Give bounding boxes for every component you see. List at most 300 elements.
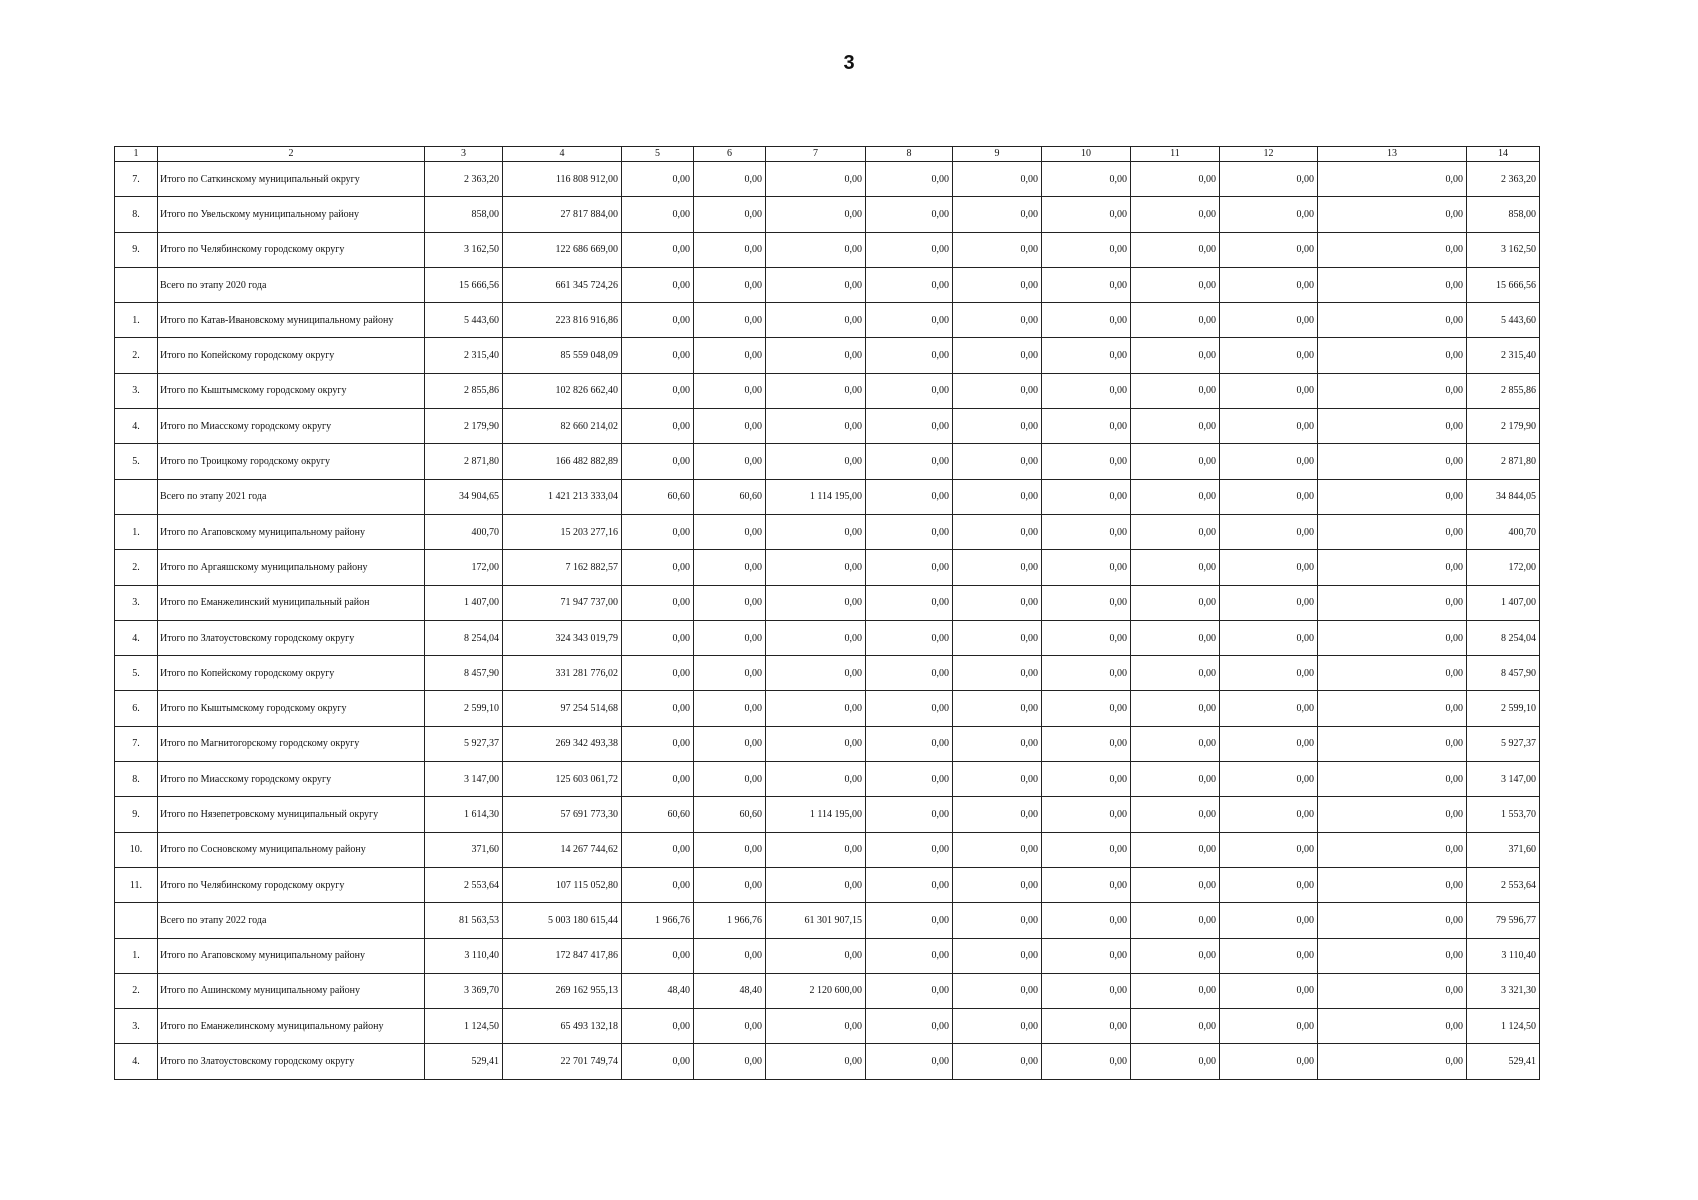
cell-col-6: 0,00 bbox=[694, 338, 766, 373]
cell-col-6: 0,00 bbox=[694, 444, 766, 479]
cell-col-11: 0,00 bbox=[1131, 973, 1220, 1008]
cell-col-8: 0,00 bbox=[866, 973, 953, 1008]
cell-col-8: 0,00 bbox=[866, 832, 953, 867]
table-row bbox=[115, 197, 1540, 232]
row-name: Итого по Сосновскому муниципальному району bbox=[158, 832, 425, 867]
cell-col-6: 0,00 bbox=[694, 726, 766, 761]
cell-col-14: 15 666,56 bbox=[1467, 267, 1540, 302]
cell-col-4: 172 847 417,86 bbox=[503, 938, 622, 973]
cell-col-4: 122 686 669,00 bbox=[503, 232, 622, 267]
cell-col-12: 0,00 bbox=[1220, 479, 1318, 514]
cell-col-12: 0,00 bbox=[1220, 267, 1318, 302]
cell-col-14: 172,00 bbox=[1467, 550, 1540, 585]
cell-col-6: 0,00 bbox=[694, 303, 766, 338]
cell-col-3: 400,70 bbox=[425, 514, 503, 549]
cell-col-9: 0,00 bbox=[953, 338, 1042, 373]
row-number: 10. bbox=[115, 832, 158, 867]
cell-col-10: 0,00 bbox=[1042, 903, 1131, 938]
cell-col-10: 0,00 bbox=[1042, 867, 1131, 902]
cell-col-6: 1 966,76 bbox=[694, 903, 766, 938]
column-header-2: 2 bbox=[158, 147, 425, 162]
row-name: Итого по Кыштымскому городскому округу bbox=[158, 691, 425, 726]
cell-col-10: 0,00 bbox=[1042, 409, 1131, 444]
column-header-4: 4 bbox=[503, 147, 622, 162]
cell-col-13: 0,00 bbox=[1318, 867, 1467, 902]
cell-col-12: 0,00 bbox=[1220, 444, 1318, 479]
cell-col-13: 0,00 bbox=[1318, 197, 1467, 232]
cell-col-13: 0,00 bbox=[1318, 338, 1467, 373]
cell-col-14: 3 147,00 bbox=[1467, 762, 1540, 797]
cell-col-12: 0,00 bbox=[1220, 973, 1318, 1008]
column-header-7: 7 bbox=[766, 147, 866, 162]
cell-col-14: 2 363,20 bbox=[1467, 162, 1540, 197]
cell-col-5: 0,00 bbox=[622, 514, 694, 549]
row-number: 9. bbox=[115, 232, 158, 267]
column-header-13: 13 bbox=[1318, 147, 1467, 162]
cell-col-11: 0,00 bbox=[1131, 267, 1220, 302]
cell-col-12: 0,00 bbox=[1220, 585, 1318, 620]
cell-col-5: 0,00 bbox=[622, 444, 694, 479]
cell-col-6: 0,00 bbox=[694, 656, 766, 691]
cell-col-13: 0,00 bbox=[1318, 620, 1467, 655]
cell-col-6: 0,00 bbox=[694, 620, 766, 655]
cell-col-6: 0,00 bbox=[694, 832, 766, 867]
row-name: Итого по Нязепетровскому муниципальный округу bbox=[158, 797, 425, 832]
row-number: 9. bbox=[115, 797, 158, 832]
table-row bbox=[115, 973, 1540, 1008]
cell-col-14: 2 855,86 bbox=[1467, 373, 1540, 408]
table-row bbox=[115, 162, 1540, 197]
cell-col-8: 0,00 bbox=[866, 373, 953, 408]
cell-col-6: 48,40 bbox=[694, 973, 766, 1008]
cell-col-4: 1 421 213 333,04 bbox=[503, 479, 622, 514]
cell-col-4: 97 254 514,68 bbox=[503, 691, 622, 726]
cell-col-3: 1 124,50 bbox=[425, 1009, 503, 1044]
row-number bbox=[115, 903, 158, 938]
cell-col-9: 0,00 bbox=[953, 303, 1042, 338]
row-name: Всего по этапу 2020 года bbox=[158, 267, 425, 302]
cell-col-6: 0,00 bbox=[694, 267, 766, 302]
cell-col-4: 14 267 744,62 bbox=[503, 832, 622, 867]
cell-col-9: 0,00 bbox=[953, 938, 1042, 973]
cell-col-14: 8 457,90 bbox=[1467, 656, 1540, 691]
cell-col-14: 2 315,40 bbox=[1467, 338, 1540, 373]
table-row bbox=[115, 832, 1540, 867]
cell-col-5: 0,00 bbox=[622, 338, 694, 373]
cell-col-7: 0,00 bbox=[766, 409, 866, 444]
cell-col-6: 0,00 bbox=[694, 1044, 766, 1079]
cell-col-13: 0,00 bbox=[1318, 903, 1467, 938]
cell-col-14: 1 553,70 bbox=[1467, 797, 1540, 832]
cell-col-13: 0,00 bbox=[1318, 267, 1467, 302]
cell-col-11: 0,00 bbox=[1131, 479, 1220, 514]
cell-col-3: 8 254,04 bbox=[425, 620, 503, 655]
cell-col-5: 0,00 bbox=[622, 938, 694, 973]
cell-col-14: 1 124,50 bbox=[1467, 1009, 1540, 1044]
cell-col-9: 0,00 bbox=[953, 373, 1042, 408]
cell-col-10: 0,00 bbox=[1042, 585, 1131, 620]
cell-col-12: 0,00 bbox=[1220, 620, 1318, 655]
cell-col-3: 2 855,86 bbox=[425, 373, 503, 408]
cell-col-11: 0,00 bbox=[1131, 514, 1220, 549]
row-number: 7. bbox=[115, 162, 158, 197]
cell-col-5: 0,00 bbox=[622, 726, 694, 761]
cell-col-13: 0,00 bbox=[1318, 409, 1467, 444]
row-name: Итого по Златоустовскому городскому округу bbox=[158, 620, 425, 655]
cell-col-7: 0,00 bbox=[766, 338, 866, 373]
cell-col-14: 3 110,40 bbox=[1467, 938, 1540, 973]
row-name: Итого по Еманжелинскому муниципальному району bbox=[158, 1009, 425, 1044]
cell-col-4: 269 342 493,38 bbox=[503, 726, 622, 761]
cell-col-8: 0,00 bbox=[866, 303, 953, 338]
cell-col-13: 0,00 bbox=[1318, 303, 1467, 338]
column-header-10: 10 bbox=[1042, 147, 1131, 162]
table-row bbox=[115, 338, 1540, 373]
cell-col-10: 0,00 bbox=[1042, 550, 1131, 585]
cell-col-10: 0,00 bbox=[1042, 162, 1131, 197]
table-row bbox=[115, 938, 1540, 973]
row-number: 1. bbox=[115, 514, 158, 549]
row-number bbox=[115, 267, 158, 302]
cell-col-14: 2 599,10 bbox=[1467, 691, 1540, 726]
row-name: Всего по этапу 2021 года bbox=[158, 479, 425, 514]
row-name: Итого по Агаповскому муниципальному району bbox=[158, 514, 425, 549]
cell-col-8: 0,00 bbox=[866, 726, 953, 761]
cell-col-4: 7 162 882,57 bbox=[503, 550, 622, 585]
row-name: Итого по Аргаяшскому муниципальному району bbox=[158, 550, 425, 585]
cell-col-9: 0,00 bbox=[953, 797, 1042, 832]
row-name: Итого по Кыштымскому городскому округу bbox=[158, 373, 425, 408]
row-name: Итого по Катав-Ивановскому муниципальному району bbox=[158, 303, 425, 338]
table-row bbox=[115, 1009, 1540, 1044]
cell-col-12: 0,00 bbox=[1220, 162, 1318, 197]
column-header-5: 5 bbox=[622, 147, 694, 162]
cell-col-9: 0,00 bbox=[953, 726, 1042, 761]
cell-col-3: 3 110,40 bbox=[425, 938, 503, 973]
cell-col-3: 5 443,60 bbox=[425, 303, 503, 338]
cell-col-7: 1 114 195,00 bbox=[766, 479, 866, 514]
cell-col-13: 0,00 bbox=[1318, 691, 1467, 726]
cell-col-9: 0,00 bbox=[953, 444, 1042, 479]
cell-col-12: 0,00 bbox=[1220, 514, 1318, 549]
cell-col-11: 0,00 bbox=[1131, 338, 1220, 373]
table-row bbox=[115, 550, 1540, 585]
cell-col-14: 400,70 bbox=[1467, 514, 1540, 549]
cell-col-11: 0,00 bbox=[1131, 373, 1220, 408]
cell-col-10: 0,00 bbox=[1042, 338, 1131, 373]
cell-col-10: 0,00 bbox=[1042, 373, 1131, 408]
cell-col-4: 116 808 912,00 bbox=[503, 162, 622, 197]
cell-col-13: 0,00 bbox=[1318, 585, 1467, 620]
table-row bbox=[115, 303, 1540, 338]
cell-col-9: 0,00 bbox=[953, 479, 1042, 514]
cell-col-7: 0,00 bbox=[766, 1044, 866, 1079]
cell-col-4: 71 947 737,00 bbox=[503, 585, 622, 620]
cell-col-5: 0,00 bbox=[622, 832, 694, 867]
cell-col-5: 60,60 bbox=[622, 797, 694, 832]
row-number: 3. bbox=[115, 373, 158, 408]
cell-col-7: 0,00 bbox=[766, 585, 866, 620]
cell-col-8: 0,00 bbox=[866, 338, 953, 373]
cell-col-3: 2 553,64 bbox=[425, 867, 503, 902]
cell-col-11: 0,00 bbox=[1131, 762, 1220, 797]
cell-col-13: 0,00 bbox=[1318, 232, 1467, 267]
cell-col-14: 8 254,04 bbox=[1467, 620, 1540, 655]
cell-col-11: 0,00 bbox=[1131, 585, 1220, 620]
cell-col-9: 0,00 bbox=[953, 832, 1042, 867]
cell-col-11: 0,00 bbox=[1131, 620, 1220, 655]
cell-col-14: 858,00 bbox=[1467, 197, 1540, 232]
cell-col-7: 0,00 bbox=[766, 197, 866, 232]
row-number: 6. bbox=[115, 691, 158, 726]
column-header-3: 3 bbox=[425, 147, 503, 162]
cell-col-9: 0,00 bbox=[953, 1009, 1042, 1044]
cell-col-6: 0,00 bbox=[694, 514, 766, 549]
row-number bbox=[115, 479, 158, 514]
row-name: Итого по Ашинскому муниципальному району bbox=[158, 973, 425, 1008]
row-name: Итого по Челябинскому городскому округу bbox=[158, 232, 425, 267]
cell-col-11: 0,00 bbox=[1131, 656, 1220, 691]
cell-col-9: 0,00 bbox=[953, 973, 1042, 1008]
row-name: Итого по Увельскому муниципальному району bbox=[158, 197, 425, 232]
cell-col-8: 0,00 bbox=[866, 267, 953, 302]
cell-col-6: 0,00 bbox=[694, 550, 766, 585]
cell-col-9: 0,00 bbox=[953, 409, 1042, 444]
cell-col-13: 0,00 bbox=[1318, 162, 1467, 197]
cell-col-4: 661 345 724,26 bbox=[503, 267, 622, 302]
cell-col-9: 0,00 bbox=[953, 691, 1042, 726]
cell-col-13: 0,00 bbox=[1318, 550, 1467, 585]
row-name: Итого по Еманжелинский муниципальный район bbox=[158, 585, 425, 620]
cell-col-10: 0,00 bbox=[1042, 232, 1131, 267]
cell-col-12: 0,00 bbox=[1220, 550, 1318, 585]
cell-col-8: 0,00 bbox=[866, 409, 953, 444]
cell-col-12: 0,00 bbox=[1220, 832, 1318, 867]
cell-col-8: 0,00 bbox=[866, 444, 953, 479]
cell-col-10: 0,00 bbox=[1042, 267, 1131, 302]
cell-col-12: 0,00 bbox=[1220, 1044, 1318, 1079]
cell-col-12: 0,00 bbox=[1220, 1009, 1318, 1044]
table-row bbox=[115, 232, 1540, 267]
cell-col-14: 34 844,05 bbox=[1467, 479, 1540, 514]
row-number: 2. bbox=[115, 338, 158, 373]
cell-col-13: 0,00 bbox=[1318, 832, 1467, 867]
row-name: Итого по Челябинскому городскому округу bbox=[158, 867, 425, 902]
cell-col-8: 0,00 bbox=[866, 903, 953, 938]
row-number: 5. bbox=[115, 444, 158, 479]
row-number: 2. bbox=[115, 973, 158, 1008]
cell-col-7: 0,00 bbox=[766, 762, 866, 797]
cell-col-12: 0,00 bbox=[1220, 656, 1318, 691]
cell-col-9: 0,00 bbox=[953, 550, 1042, 585]
cell-col-13: 0,00 bbox=[1318, 797, 1467, 832]
cell-col-10: 0,00 bbox=[1042, 726, 1131, 761]
cell-col-3: 3 162,50 bbox=[425, 232, 503, 267]
cell-col-8: 0,00 bbox=[866, 162, 953, 197]
cell-col-13: 0,00 bbox=[1318, 444, 1467, 479]
row-number: 1. bbox=[115, 938, 158, 973]
row-number: 4. bbox=[115, 409, 158, 444]
cell-col-12: 0,00 bbox=[1220, 373, 1318, 408]
cell-col-7: 0,00 bbox=[766, 303, 866, 338]
cell-col-3: 81 563,53 bbox=[425, 903, 503, 938]
cell-col-5: 0,00 bbox=[622, 585, 694, 620]
row-number: 3. bbox=[115, 1009, 158, 1044]
cell-col-6: 0,00 bbox=[694, 373, 766, 408]
cell-col-10: 0,00 bbox=[1042, 197, 1131, 232]
cell-col-14: 79 596,77 bbox=[1467, 903, 1540, 938]
cell-col-5: 48,40 bbox=[622, 973, 694, 1008]
cell-col-8: 0,00 bbox=[866, 656, 953, 691]
cell-col-9: 0,00 bbox=[953, 162, 1042, 197]
cell-col-11: 0,00 bbox=[1131, 797, 1220, 832]
cell-col-4: 166 482 882,89 bbox=[503, 444, 622, 479]
table-row bbox=[115, 479, 1540, 514]
column-header-1: 1 bbox=[115, 147, 158, 162]
table-row bbox=[115, 620, 1540, 655]
cell-col-6: 0,00 bbox=[694, 691, 766, 726]
cell-col-5: 0,00 bbox=[622, 867, 694, 902]
cell-col-3: 2 363,20 bbox=[425, 162, 503, 197]
cell-col-7: 0,00 bbox=[766, 267, 866, 302]
cell-col-14: 2 179,90 bbox=[1467, 409, 1540, 444]
table-row bbox=[115, 656, 1540, 691]
cell-col-8: 0,00 bbox=[866, 514, 953, 549]
cell-col-13: 0,00 bbox=[1318, 1009, 1467, 1044]
cell-col-14: 3 162,50 bbox=[1467, 232, 1540, 267]
cell-col-7: 0,00 bbox=[766, 938, 866, 973]
cell-col-5: 0,00 bbox=[622, 656, 694, 691]
cell-col-5: 0,00 bbox=[622, 409, 694, 444]
cell-col-7: 0,00 bbox=[766, 656, 866, 691]
table-row bbox=[115, 409, 1540, 444]
cell-col-3: 34 904,65 bbox=[425, 479, 503, 514]
cell-col-7: 0,00 bbox=[766, 162, 866, 197]
cell-col-10: 0,00 bbox=[1042, 479, 1131, 514]
cell-col-4: 324 343 019,79 bbox=[503, 620, 622, 655]
cell-col-3: 3 147,00 bbox=[425, 762, 503, 797]
cell-col-9: 0,00 bbox=[953, 514, 1042, 549]
row-name: Итого по Миасскому городскому округу bbox=[158, 409, 425, 444]
row-name: Всего по этапу 2022 года bbox=[158, 903, 425, 938]
row-number: 11. bbox=[115, 867, 158, 902]
cell-col-6: 0,00 bbox=[694, 762, 766, 797]
cell-col-11: 0,00 bbox=[1131, 691, 1220, 726]
page-number: 3 bbox=[843, 52, 855, 74]
cell-col-13: 0,00 bbox=[1318, 762, 1467, 797]
cell-col-11: 0,00 bbox=[1131, 197, 1220, 232]
table-row bbox=[115, 691, 1540, 726]
cell-col-9: 0,00 bbox=[953, 867, 1042, 902]
cell-col-5: 0,00 bbox=[622, 1044, 694, 1079]
cell-col-6: 0,00 bbox=[694, 938, 766, 973]
cell-col-3: 2 599,10 bbox=[425, 691, 503, 726]
row-number: 1. bbox=[115, 303, 158, 338]
cell-col-10: 0,00 bbox=[1042, 620, 1131, 655]
table-row bbox=[115, 903, 1540, 938]
cell-col-6: 0,00 bbox=[694, 232, 766, 267]
cell-col-8: 0,00 bbox=[866, 479, 953, 514]
cell-col-6: 0,00 bbox=[694, 585, 766, 620]
cell-col-5: 60,60 bbox=[622, 479, 694, 514]
cell-col-6: 60,60 bbox=[694, 479, 766, 514]
cell-col-13: 0,00 bbox=[1318, 726, 1467, 761]
row-number: 3. bbox=[115, 585, 158, 620]
cell-col-5: 0,00 bbox=[622, 303, 694, 338]
cell-col-5: 0,00 bbox=[622, 197, 694, 232]
cell-col-11: 0,00 bbox=[1131, 938, 1220, 973]
cell-col-4: 57 691 773,30 bbox=[503, 797, 622, 832]
cell-col-4: 27 817 884,00 bbox=[503, 197, 622, 232]
cell-col-10: 0,00 bbox=[1042, 938, 1131, 973]
cell-col-3: 2 179,90 bbox=[425, 409, 503, 444]
cell-col-6: 0,00 bbox=[694, 197, 766, 232]
cell-col-3: 5 927,37 bbox=[425, 726, 503, 761]
cell-col-6: 0,00 bbox=[694, 867, 766, 902]
cell-col-4: 125 603 061,72 bbox=[503, 762, 622, 797]
cell-col-11: 0,00 bbox=[1131, 303, 1220, 338]
cell-col-4: 22 701 749,74 bbox=[503, 1044, 622, 1079]
cell-col-13: 0,00 bbox=[1318, 973, 1467, 1008]
cell-col-11: 0,00 bbox=[1131, 409, 1220, 444]
cell-col-4: 102 826 662,40 bbox=[503, 373, 622, 408]
cell-col-10: 0,00 bbox=[1042, 303, 1131, 338]
cell-col-7: 0,00 bbox=[766, 373, 866, 408]
cell-col-9: 0,00 bbox=[953, 1044, 1042, 1079]
cell-col-12: 0,00 bbox=[1220, 409, 1318, 444]
cell-col-14: 5 927,37 bbox=[1467, 726, 1540, 761]
cell-col-3: 1 614,30 bbox=[425, 797, 503, 832]
cell-col-8: 0,00 bbox=[866, 867, 953, 902]
cell-col-11: 0,00 bbox=[1131, 444, 1220, 479]
cell-col-12: 0,00 bbox=[1220, 762, 1318, 797]
table-row bbox=[115, 267, 1540, 302]
cell-col-8: 0,00 bbox=[866, 691, 953, 726]
row-name: Итого по Агаповскому муниципальному району bbox=[158, 938, 425, 973]
column-header-6: 6 bbox=[694, 147, 766, 162]
row-name: Итого по Копейскому городскому округу bbox=[158, 656, 425, 691]
column-header-12: 12 bbox=[1220, 147, 1318, 162]
row-number: 7. bbox=[115, 726, 158, 761]
cell-col-7: 0,00 bbox=[766, 514, 866, 549]
cell-col-4: 65 493 132,18 bbox=[503, 1009, 622, 1044]
cell-col-7: 0,00 bbox=[766, 232, 866, 267]
table-row bbox=[115, 726, 1540, 761]
cell-col-9: 0,00 bbox=[953, 232, 1042, 267]
cell-col-5: 1 966,76 bbox=[622, 903, 694, 938]
cell-col-11: 0,00 bbox=[1131, 832, 1220, 867]
cell-col-13: 0,00 bbox=[1318, 514, 1467, 549]
column-header-8: 8 bbox=[866, 147, 953, 162]
cell-col-11: 0,00 bbox=[1131, 232, 1220, 267]
cell-col-14: 529,41 bbox=[1467, 1044, 1540, 1079]
cell-col-8: 0,00 bbox=[866, 585, 953, 620]
cell-col-13: 0,00 bbox=[1318, 479, 1467, 514]
row-name: Итого по Саткинскому муниципальный округу bbox=[158, 162, 425, 197]
cell-col-3: 15 666,56 bbox=[425, 267, 503, 302]
cell-col-13: 0,00 bbox=[1318, 1044, 1467, 1079]
cell-col-12: 0,00 bbox=[1220, 232, 1318, 267]
row-name: Итого по Копейскому городскому округу bbox=[158, 338, 425, 373]
row-number: 2. bbox=[115, 550, 158, 585]
cell-col-9: 0,00 bbox=[953, 585, 1042, 620]
cell-col-3: 529,41 bbox=[425, 1044, 503, 1079]
cell-col-11: 0,00 bbox=[1131, 726, 1220, 761]
row-number: 4. bbox=[115, 620, 158, 655]
cell-col-11: 0,00 bbox=[1131, 550, 1220, 585]
cell-col-6: 60,60 bbox=[694, 797, 766, 832]
cell-col-12: 0,00 bbox=[1220, 691, 1318, 726]
